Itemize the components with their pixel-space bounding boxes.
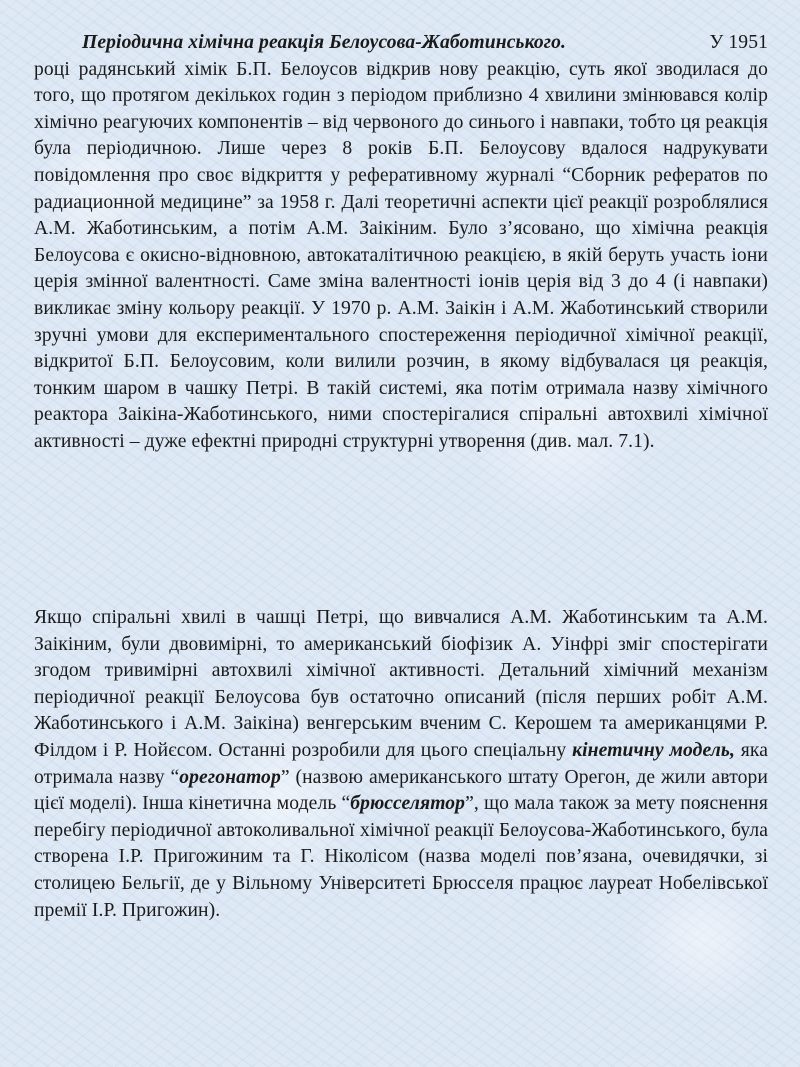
paragraph-1-text: році радянський хімік Б.П. Белоусов відкрив нову реакцію, суть якої зводилася до того, що протягом декількох годин з періодом приблизно 4 хвилини змінювався колір хімічно реагуючих компонентів – від червоного до синього і навпаки, тобто ця реакція була періодичною. Лише через 8 років Б.П. Белоусову вдалося надрукувати повідомлення про своє відкриття у реферативному журналі “Сборник рефератов по радиационной медицине” за 1958 г. Далі теоретичні аспекти цієї реакції розроблялися А.М. Жаботинським, а потім А.М. Заікіним. Було з’ясовано, що хімічна реакція Белоусова є окисно-відновною, автокаталітичною реакцією, в якій беруть участь іони церія змінної валентності. Саме зміна валентності іонів церія від 3 до 4 (і навпаки) викликає зміну кольору реакції. У 1970 р. А.М. Заікін і А.М. Жаботинський створили зручні умови для експериментального спостереження періодичної хімічної реакції, відкритої Б.П. Белоусовим, коли вилили розчин, в якому відбувалася ця реакція, тонким шаром в чашку Петрі. В такій системі, яка потім отримала назву хімічного реактора Заікіна-Жаботинського, ними спостерігалися спіральні автохвилі хімічної активності – дуже ефектні природні структурні утворення (див. мал. 7.1). bbox=[34, 58, 768, 452]
paragraph-2-text-d: ”, що мала також за мету пояснення перебігу періодичної автоколивальної хімічної реакції Белоусова-Жаботинського, була створена І.Р. Пригожиним та Г. Ніколісом (назва моделі пов’язана, очевидячки, зі столицею Бельгії, де у Вільному Університеті Брюсселя працює лауреат Нобелівської премії І.Р. Пригожин). bbox=[34, 793, 768, 921]
year-start: У 1951 bbox=[709, 32, 768, 53]
paragraph-2-text-c: ” (назвою американського штату Орегон, де жили автори цієї моделі). Інша кінетична модель “ bbox=[34, 766, 768, 815]
paragraph-2 bbox=[34, 605, 768, 924]
paragraph-2-text-a: Якщо спіральні хвилі в чашці Петрі, що вивчалися А.М. Жаботинським та А.М. Заікіним, були двовимірні, то американський біофізик А. Уінфрі зміг спостерігати згодом тривимірні автохвилі хімічної активності. Детальний хімічний механізм періодичної реакції Белоусова був остаточно описаний (після перших робіт А.М. Жаботинського і А.М. Заікіна) венгерським вченим С. Керошем та американцями Р. Філдом і Р. Нойєсом. Останні розробили для цього спеціальну bbox=[34, 607, 768, 761]
term-brusselator: брюсселятор bbox=[350, 793, 466, 815]
document-title: Періодична хімічна реакція Белоусова-Жаботинського. bbox=[82, 32, 566, 53]
term-oregonator: орегонатор bbox=[179, 766, 281, 788]
paragraph-2-text-b: яка отримала назву “ bbox=[34, 739, 769, 788]
term-kinetic-model: кінетичну модель, bbox=[572, 739, 735, 761]
paragraph-1 bbox=[34, 30, 768, 456]
